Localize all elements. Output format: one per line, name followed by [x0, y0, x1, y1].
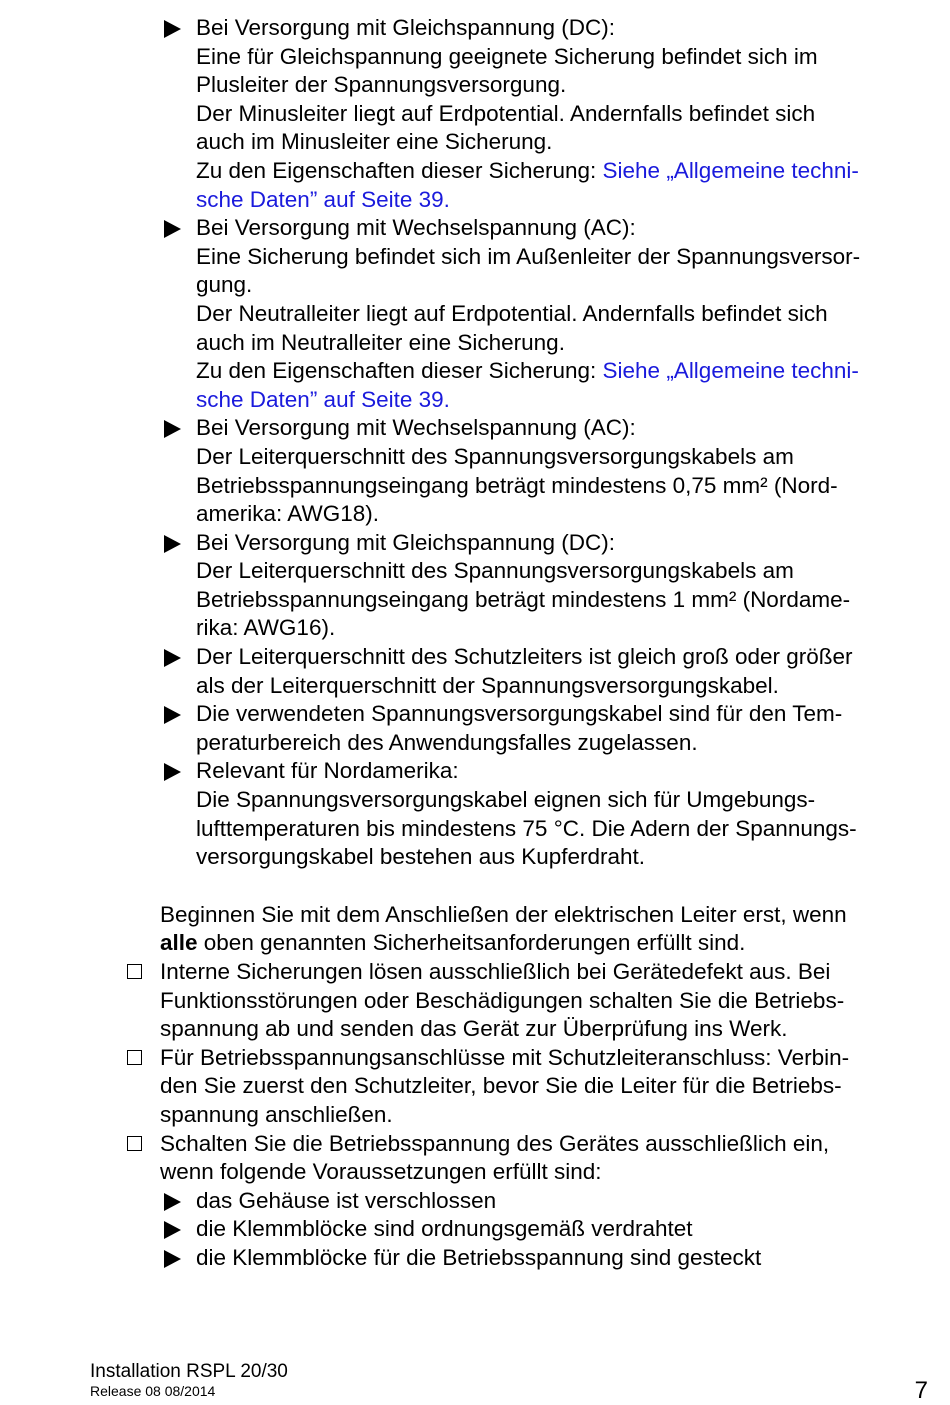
bullet-text-line: auch im Neutralleiter eine Sicherung.: [196, 329, 565, 355]
bullet-text-line: amerika: AWG18).: [196, 501, 379, 527]
arrow-bullet-icon: [164, 1250, 181, 1268]
page-number: 7: [914, 1377, 928, 1404]
bullet-item: [160, 414, 935, 528]
checklist-text-line: Schalten Sie die Betriebsspannung des Gerätes ausschließlich ein,: [160, 1130, 830, 1156]
cross-reference-link[interactable]: Siehe „Allgemeine techni-: [602, 358, 859, 384]
bullet-item: [160, 643, 935, 700]
bullet-text-line: Bei Versorgung mit Wechselspannung (AC):: [196, 415, 636, 441]
emphasis-word: alle: [160, 930, 198, 956]
cross-reference-link[interactable]: Siehe „Allgemeine techni-: [602, 157, 859, 183]
arrow-bullet-icon: [164, 1193, 181, 1211]
checklist-text-line: spannung anschließen.: [160, 1101, 393, 1127]
checkbox-icon: [127, 1050, 142, 1065]
bullet-text-line: Bei Versorgung mit Gleichspannung (DC):: [196, 15, 615, 40]
checklist-text-line: Für Betriebsspannungsanschlüsse mit Schutzleiteranschluss: Verbin-: [160, 1044, 850, 1070]
bullet-text-line: Der Minusleiter liegt auf Erdpotential. Andernfalls befindet sich: [196, 100, 816, 126]
footer-title: Installation RSPL 20/30: [90, 1361, 288, 1382]
cross-reference-link[interactable]: sche Daten” auf Seite 39.: [196, 186, 450, 212]
arrow-bullet-icon: [164, 420, 181, 438]
bullet-text-line: Plusleiter der Spannungsversorgung.: [196, 72, 567, 98]
bullet-item: [160, 214, 935, 414]
bullet-text-line: Bei Versorgung mit Wechselspannung (AC):: [196, 215, 636, 241]
reference-prefix: Zu den Eigenschaften dieser Sicherung:: [196, 157, 603, 183]
bullet-text-line: rika: AWG16).: [196, 615, 336, 641]
bullet-text-line: Der Leiterquerschnitt des Spannungsversorgungskabels am: [196, 443, 794, 469]
bullet-item: [160, 529, 935, 643]
sub-bullet-list: [160, 1187, 935, 1273]
intro-paragraph: [160, 901, 935, 958]
reference-line: [196, 357, 935, 386]
bullet-text-line: als der Leiterquerschnitt der Spannungsversorgungskabel.: [196, 672, 779, 698]
arrow-bullet-icon: [164, 763, 181, 781]
arrow-bullet-icon: [164, 1221, 181, 1239]
bullet-text-line: Der Leiterquerschnitt des Spannungsversorgungskabels am: [196, 558, 794, 584]
bullet-item: [160, 700, 935, 757]
arrow-bullet-icon: [164, 649, 181, 667]
sub-bullet-text: die Klemmblöcke für die Betriebsspannung sind gesteckt: [196, 1244, 762, 1270]
bullet-text-line: versorgungskabel bestehen aus Kupferdraht.: [196, 844, 646, 870]
bullet-text-line: lufttemperaturen bis mindestens 75 °C. Die Adern der Spannungs-: [196, 815, 857, 841]
bullet-text-line: Bei Versorgung mit Gleichspannung (DC):: [196, 529, 615, 555]
cross-reference-link[interactable]: sche Daten” auf Seite 39.: [196, 386, 450, 412]
checklist-text-line: den Sie zuerst den Schutzleiter, bevor Sie die Leiter für die Betriebs-: [160, 1073, 842, 1099]
bullet-item: [160, 757, 935, 871]
checklist-text-line: Interne Sicherungen lösen ausschließlich bei Gerätedefekt aus. Bei: [160, 959, 831, 984]
checklist-text-line: Funktionsstörungen oder Beschädigungen schalten Sie die Betriebs-: [160, 987, 845, 1013]
bullet-item: [160, 14, 935, 214]
sub-bullet-item: [160, 1244, 935, 1273]
arrow-bullet-icon: [164, 706, 181, 724]
arrow-bullet-icon: [164, 20, 181, 38]
intro-line-rest: oben genannten Sicherheitsanforderungen erfüllt sind.: [197, 930, 746, 956]
arrow-bullet-icon: [164, 220, 181, 238]
intro-line: Beginnen Sie mit dem Anschließen der elektrischen Leiter erst, wenn: [160, 901, 847, 927]
arrow-bullet-icon: [164, 535, 181, 553]
main-content: [160, 14, 935, 1273]
checklist-item: [160, 1130, 935, 1273]
paragraph-spacer: [160, 872, 935, 901]
bullet-text-line: Der Leiterquerschnitt des Schutzleiters ist gleich groß oder größer: [196, 644, 853, 670]
intro-line: [160, 929, 935, 958]
bullet-text-line: Eine Sicherung befindet sich im Außenleiter der Spannungsversor-: [196, 243, 861, 269]
checkbox-icon: [127, 1136, 142, 1151]
sub-bullet-text: die Klemmblöcke sind ordnungsgemäß verdrahtet: [196, 1216, 693, 1242]
checkbox-icon: [127, 964, 142, 979]
bullet-text-line: Die Spannungsversorgungskabel eignen sich für Umgebungs-: [196, 787, 816, 813]
reference-line: [196, 157, 935, 186]
sub-bullet-item: [160, 1215, 935, 1244]
page-footer: [90, 1361, 288, 1399]
bullet-text-line: Eine für Gleichspannung geeignete Sicherung befindet sich im: [196, 43, 818, 69]
bullet-text-line: Der Neutralleiter liegt auf Erdpotential. Andernfalls befindet sich: [196, 300, 828, 326]
bullet-text-line: Betriebsspannungseingang beträgt mindestens 0,75 mm² (Nord-: [196, 472, 838, 498]
checklist-item: [160, 958, 935, 1044]
checklist-item: [160, 1044, 935, 1130]
reference-prefix: Zu den Eigenschaften dieser Sicherung:: [196, 358, 603, 384]
bullet-text-line: auch im Minusleiter eine Sicherung.: [196, 129, 553, 155]
sub-bullet-item: [160, 1187, 935, 1216]
checklist-text-line: spannung ab und senden das Gerät zur Überprüfung ins Werk.: [160, 1016, 788, 1042]
bullet-text-line: peraturbereich des Anwendungsfalles zugelassen.: [196, 729, 698, 755]
bullet-text-line: Relevant für Nordamerika:: [196, 758, 459, 784]
checklist-text-line: wenn folgende Voraussetzungen erfüllt sind:: [160, 1159, 602, 1185]
bullet-text-line: Betriebsspannungseingang beträgt mindestens 1 mm² (Nordame-: [196, 586, 851, 612]
bullet-text-line: gung.: [196, 272, 253, 298]
sub-bullet-text: das Gehäuse ist verschlossen: [196, 1187, 497, 1213]
footer-release: Release 08 08/2014: [90, 1383, 216, 1399]
bullet-text-line: Die verwendeten Spannungsversorgungskabel sind für den Tem-: [196, 701, 843, 727]
